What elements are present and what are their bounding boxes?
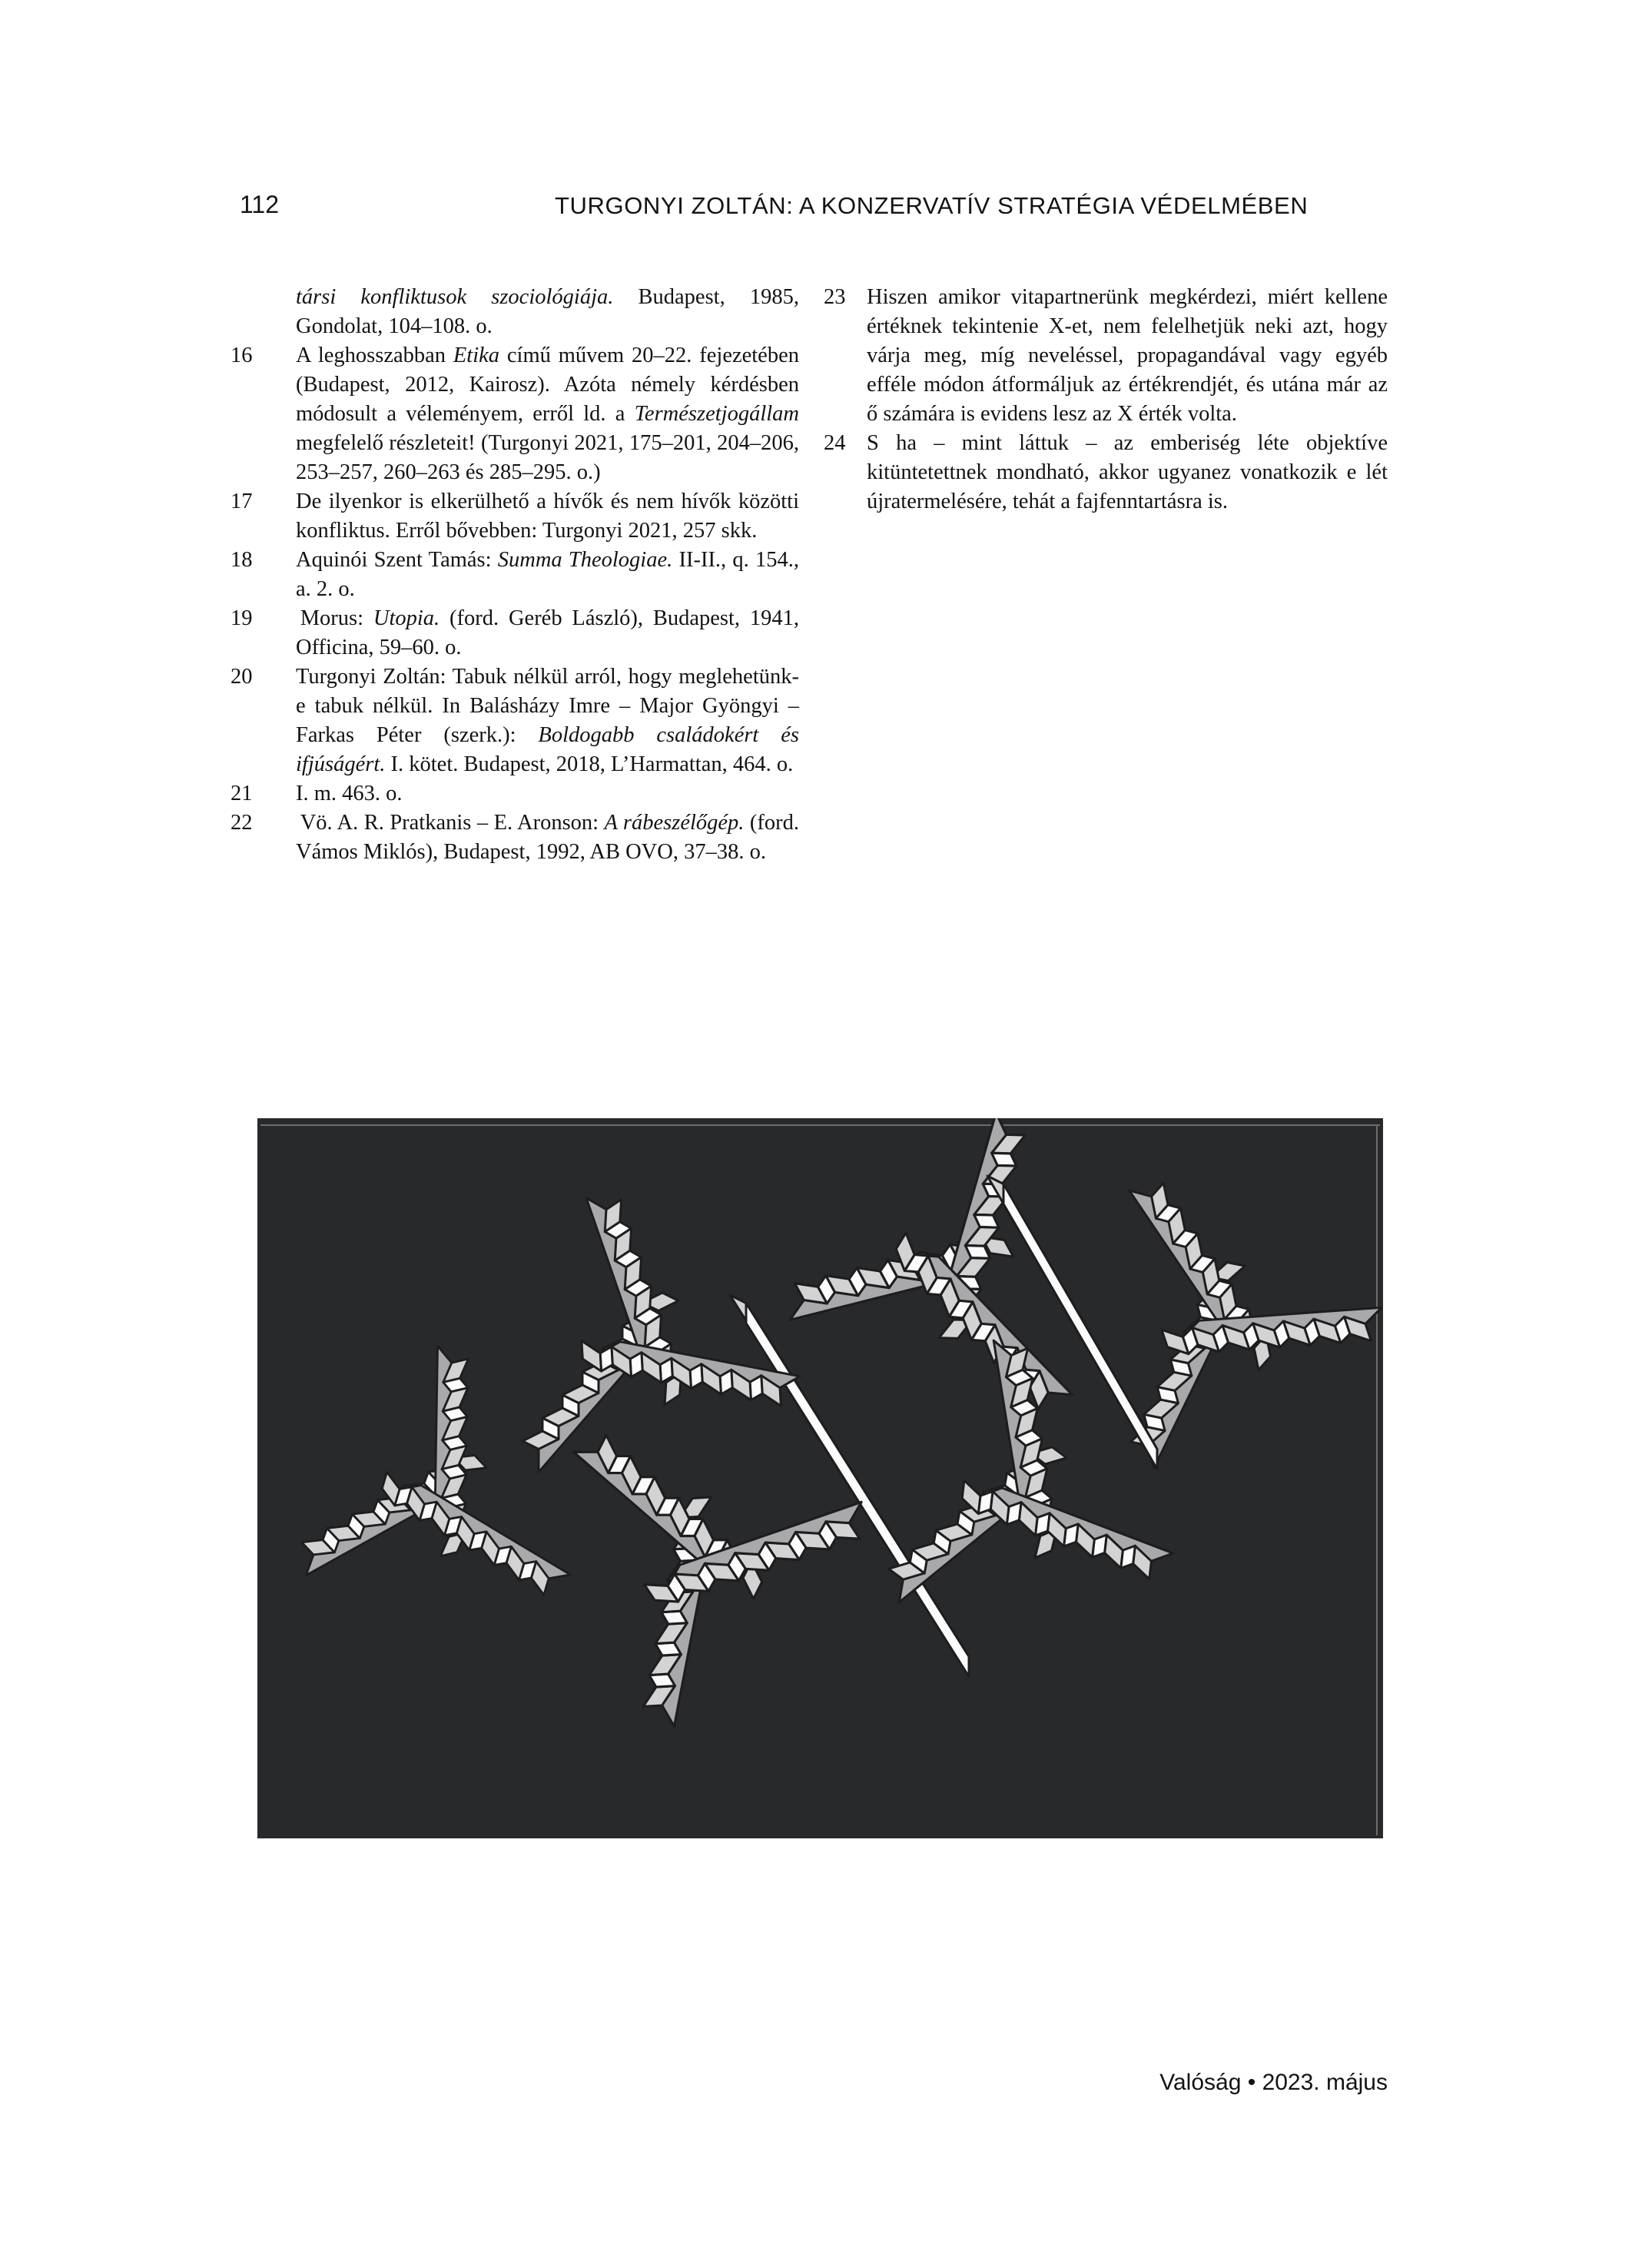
footnote-number: 17 xyxy=(231,490,253,513)
footnote-number: 23 xyxy=(824,285,846,309)
footnotes-column-left xyxy=(231,283,799,867)
footnote xyxy=(231,662,799,779)
footnote xyxy=(231,809,799,867)
footnote-text: Vö. A. R. Pratkanis – E. Aronson: A rábeszélőgép. (ford. Vámos Miklós), Budapest, 1992, AB OVO, 37–38. o. xyxy=(296,811,799,864)
running-title: TURGONYI ZOLTÁN: A KONZERVATÍV STRATÉGIA VÉDELMÉBEN xyxy=(555,192,1309,219)
footnote-text: S ha – mint láttuk – az emberiség léte objektíve kitüntetettnek mondható, akkor ugyanez vonatkozik e lét újratermelésére, tehát a fajfenntartásra is. xyxy=(867,431,1388,513)
footnote xyxy=(231,341,799,487)
footnote-number: 24 xyxy=(824,431,846,455)
footnote-text: Morus: Utopia. (ford. Geréb László), Budapest, 1941, Officina, 59–60. o. xyxy=(296,606,800,659)
footnotes-column-right xyxy=(824,283,1388,516)
footnote-number: 19 xyxy=(231,606,253,630)
footnote xyxy=(231,604,799,662)
footnote xyxy=(231,487,799,546)
footnote xyxy=(231,546,799,604)
footnote-number: 22 xyxy=(231,811,253,835)
page-number: 112 xyxy=(240,191,280,218)
footnote-text: Turgonyi Zoltán: Tabuk nélkül arról, hogy meglehetünk-e tabuk nélkül. In Balásházy Imre – Major Gyöngyi – Farkas Péter (szerk.): Boldogabb családokért és ifjúságért. I. kötet. Budapest, 2018, L’Harmattan, 464. o. xyxy=(296,665,799,776)
footnote xyxy=(824,283,1388,429)
impossible-figures-svg xyxy=(257,1118,1383,1838)
footnote-text: A leghosszabban Etika című művem 20–22. fejezetében (Budapest, 2012, Kairosz). Azóta némely kérdésben módosult a véleményem, erről ld. a Természetjogállam megfelelő részleteit! (Turgonyi 2021, 175–201, 204–206, 253–257, 260–263 és 285–295. o.) xyxy=(296,344,799,484)
footnote-number: 20 xyxy=(231,665,253,689)
footnote xyxy=(824,429,1388,516)
footnote-text: Hiszen amikor vitapartnerünk megkérdezi, miért kellene értéknek tekintenie X-et, nem felelhetjük neki azt, hogy várja meg, míg neveléssel, propagandával vagy egyéb efféle módon átformáljuk az értékrendjét, és utána már az ő számára is evidens lesz az X érték volta. xyxy=(867,285,1388,426)
footnote-number: 21 xyxy=(231,782,253,805)
footnote-text: I. m. 463. o. xyxy=(296,782,403,805)
impossible-stairs-artwork xyxy=(257,1118,1383,1838)
footnote-text: De ilyenkor is elkerülhető a hívők és nem hívők közötti konfliktus. Erről bővebben: Turgonyi 2021, 257 skk. xyxy=(296,490,799,543)
footnote xyxy=(231,283,799,341)
footnote-text: társi konfliktusok szociológiája. Budapest, 1985, Gondolat, 104–108. o. xyxy=(296,285,799,338)
footnote xyxy=(231,779,799,809)
footnote-number: 16 xyxy=(231,344,253,367)
footnote-text: Aquinói Szent Tamás: Summa Theologiae. II-II., q. 154., a. 2. o. xyxy=(296,548,799,601)
journal-footer: Valóság • 2023. május xyxy=(1159,2070,1388,2095)
footnote-number: 18 xyxy=(231,548,253,572)
